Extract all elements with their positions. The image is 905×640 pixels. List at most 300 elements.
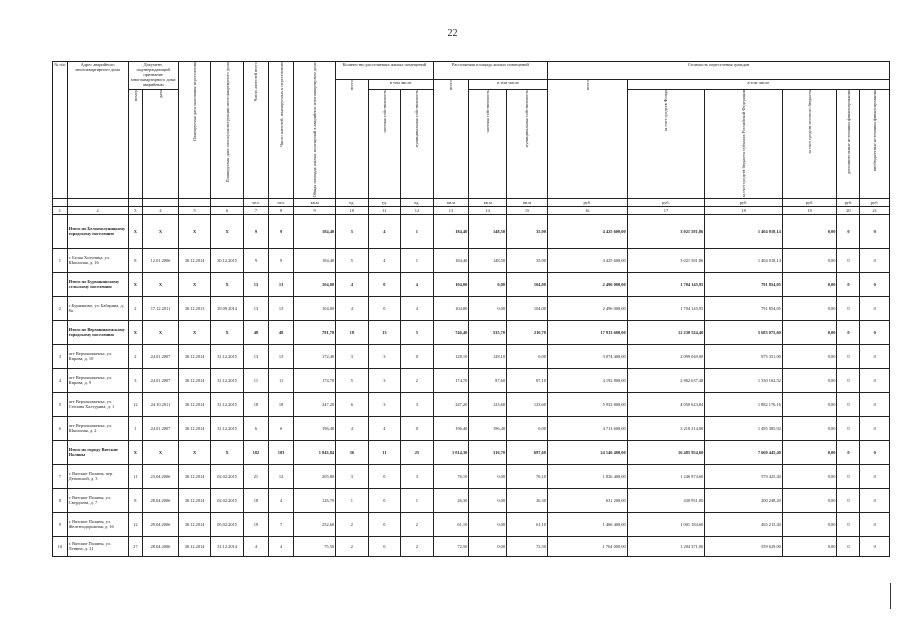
data-cell: X (178, 320, 211, 344)
header-planned-demolition: Планируемая дата сноса/реконструкции многоквартирного дома (211, 62, 244, 199)
data-cell: 1 (336, 488, 369, 512)
data-cell: 76,10 (433, 464, 469, 488)
data-cell: 19 (243, 512, 268, 536)
unit-cell: ед. (401, 198, 434, 206)
data-cell: X (128, 440, 143, 464)
unit-cell: руб. (547, 198, 627, 206)
data-cell: 4 (368, 416, 401, 440)
data-cell: 975 351,00 (705, 344, 783, 368)
data-cell: 6 (243, 416, 268, 440)
data-cell: 1 764 000,00 (547, 536, 627, 556)
data-cell: 12 (128, 512, 143, 536)
data-cell: 1 (401, 248, 434, 272)
data-cell: 13 (368, 320, 401, 344)
column-number-cell: 18 (705, 206, 783, 214)
data-cell: 1 (53, 248, 68, 272)
data-cell: X (211, 272, 244, 296)
data-cell: 0,00 (782, 512, 837, 536)
data-cell: 0,00 (782, 440, 837, 464)
table-row (53, 512, 890, 536)
data-cell: 210,70 (507, 320, 548, 344)
column-number-cell: 7 (243, 206, 268, 214)
data-cell: 3 (53, 344, 68, 368)
data-cell: 104,00 (507, 296, 548, 320)
header-area-municipal: муниципальная собственность (507, 90, 548, 199)
data-cell: 24.10.2011 (143, 392, 179, 416)
data-cell: 0 (401, 416, 434, 440)
address-cell: пгт Верхошижемье, ул. Кирова, д. 9 (67, 368, 128, 392)
data-cell: 746,40 (433, 320, 469, 344)
data-cell: 4 (336, 296, 369, 320)
data-cell: 0 (860, 416, 890, 440)
address-cell: Итого по Бурмакинскому сельскому поселению (67, 272, 128, 296)
data-cell: X (128, 272, 143, 296)
data-cell: 0 (368, 536, 401, 556)
data-cell: 174,70 (433, 368, 469, 392)
data-cell: 0 (860, 344, 890, 368)
data-cell: 0 (368, 464, 401, 488)
data-cell: 465 215,40 (705, 512, 783, 536)
data-cell: 0 (860, 214, 890, 248)
data-cell: 2 (401, 368, 434, 392)
data-cell: 791 854,05 (705, 272, 783, 296)
column-number-cell: 20 (837, 206, 860, 214)
address-cell: Итого по городу Вятские Поляны (67, 440, 128, 464)
data-cell: 0 (837, 272, 860, 296)
data-cell: 3 (368, 392, 401, 416)
column-number-cell: 14 (469, 206, 507, 214)
data-cell: 13 (243, 296, 268, 320)
data-cell: 4 (269, 488, 294, 512)
data-cell: 9 (269, 248, 294, 272)
data-cell: 5 932 800,00 (547, 392, 627, 416)
data-cell: 4 (401, 272, 434, 296)
data-cell: 02.02.2015 (211, 488, 244, 512)
data-cell: 2 862 637,48 (627, 368, 705, 392)
column-number-cell: 13 (433, 206, 469, 214)
column-number-cell: 15 (507, 206, 548, 214)
address-cell: с.Бурмакино, ул. Бабарина, д. 8а (67, 296, 128, 320)
data-cell: 31.12.2015 (211, 368, 244, 392)
page-number: 22 (447, 28, 458, 39)
column-number-cell: 6 (211, 206, 244, 214)
data-cell: 205,80 (294, 464, 336, 488)
data-cell: 9 (53, 512, 68, 536)
data-cell: 5 (336, 214, 369, 248)
column-number-cell: 8 (269, 206, 294, 214)
data-cell: 0 (837, 320, 860, 344)
data-cell: 05.02.2015 (211, 512, 244, 536)
unit-cell (53, 198, 68, 206)
column-number-cell: 4 (143, 206, 179, 214)
unit-cell: руб. (860, 198, 890, 206)
data-cell: 6 (336, 392, 369, 416)
data-cell: 0,00 (469, 296, 507, 320)
unit-cell: ед. (336, 198, 369, 206)
data-cell: 0 (860, 440, 890, 464)
data-cell: 4 (336, 272, 369, 296)
data-cell: 0 (368, 272, 401, 296)
data-cell: 0 (401, 344, 434, 368)
table-row (53, 536, 890, 556)
data-cell: 6 (269, 416, 294, 440)
column-number-cell: 11 (368, 206, 401, 214)
data-cell: 35,90 (507, 248, 548, 272)
data-cell: 7 (53, 464, 68, 488)
header-document: Документ, подтверждающий признание многоквартирного дома аварийным (128, 62, 178, 90)
data-cell: 0,00 (782, 296, 837, 320)
data-cell: 631 200,00 (547, 488, 627, 512)
data-cell: 2 099 049,00 (627, 344, 705, 368)
data-cell: 72,50 (507, 536, 548, 556)
header-residents-total: Число жителей всего (243, 62, 268, 199)
data-cell: 1 704 145,95 (627, 296, 705, 320)
data-cell: 24 146 400,00 (547, 440, 627, 464)
data-cell: 4 (401, 296, 434, 320)
header-no: № п/п (53, 62, 68, 199)
data-cell: 184,40 (433, 248, 469, 272)
data-cell: 1 (128, 416, 143, 440)
data-cell: 30.12.2014 (178, 392, 211, 416)
header-rooms-count: Количество расселяемых жилых помещений (336, 62, 434, 80)
data-cell: 5 (401, 320, 434, 344)
data-cell: X (178, 214, 211, 248)
column-number-cell: 9 (294, 206, 336, 214)
data-cell: 148,50 (469, 248, 507, 272)
data-cell: 1 330 162,52 (705, 368, 783, 392)
table-row (53, 464, 890, 488)
header-rooms-private: частная собственность (368, 90, 401, 199)
data-cell: 0,00 (782, 272, 837, 296)
data-cell (53, 214, 68, 248)
data-cell: 0 (860, 536, 890, 556)
data-cell (53, 272, 68, 296)
data-cell: 2 (128, 296, 143, 320)
data-cell: 29.09.2014 (211, 296, 244, 320)
column-numbers-row (53, 206, 890, 214)
data-cell: 123,60 (469, 392, 507, 416)
data-cell: 4 (336, 416, 369, 440)
data-cell: 4 425 600,00 (547, 248, 627, 272)
table-row (53, 344, 890, 368)
data-cell: 247,20 (294, 392, 336, 416)
data-cell: 8 (128, 488, 143, 512)
data-cell: 21 (243, 464, 268, 488)
address-cell: г. Вятские Поляны, ул. Железнодорожная, д. 16 (67, 512, 128, 536)
data-cell: 0 (860, 512, 890, 536)
header-cost-fund: за счет средств Фонда (627, 90, 705, 199)
column-number-cell: 10 (336, 206, 369, 214)
data-cell: 1 404 018,14 (705, 214, 783, 248)
data-cell: 7 (269, 512, 294, 536)
data-cell: 3 (401, 464, 434, 488)
header-area-total: всего (433, 80, 469, 199)
data-cell: 4 (368, 214, 401, 248)
unit-cell (143, 198, 179, 206)
header-area-private: частная собственность (469, 90, 507, 199)
data-cell: 0,00 (469, 512, 507, 536)
data-cell: 61,10 (507, 512, 548, 536)
data-cell: 184,40 (433, 214, 469, 248)
data-cell: 3 (336, 464, 369, 488)
data-cell: 11 (128, 464, 143, 488)
unit-cell: кв.м (433, 198, 469, 206)
address-cell: пгт Верхошижемье, ул. Кирова, д. 10 (67, 344, 128, 368)
data-cell: 61,10 (433, 512, 469, 536)
data-cell: 0 (837, 296, 860, 320)
data-cell: 4 050 623,84 (627, 392, 705, 416)
header-doc-number: номер (128, 90, 143, 199)
unit-cell: руб. (782, 198, 837, 206)
data-cell (53, 320, 68, 344)
data-cell: 1 204 371,00 (627, 536, 705, 556)
data-cell: 4 192 800,00 (547, 368, 627, 392)
data-cell: 17.12.2011 (143, 296, 179, 320)
header-cost-total: всего (547, 80, 627, 199)
data-cell: 35,90 (507, 214, 548, 248)
column-number-cell: 2 (67, 206, 128, 214)
table-row (53, 368, 890, 392)
data-cell: 27 (128, 536, 143, 556)
data-cell: 3 (336, 344, 369, 368)
margin-mark (890, 583, 891, 609)
data-cell: 13 (243, 344, 268, 368)
table-row (53, 392, 890, 416)
data-cell: 0 (837, 440, 860, 464)
data-cell: 0 (860, 392, 890, 416)
data-cell: 0,00 (469, 488, 507, 512)
header-residents-relocate: Число жителей, планируемых к переселению (269, 62, 294, 199)
data-cell: 31.12.2015 (211, 344, 244, 368)
data-cell: 1 882 176,16 (705, 392, 783, 416)
data-cell: 24.01.2007 (143, 368, 179, 392)
data-cell: 76,10 (507, 464, 548, 488)
data-cell: 184,40 (294, 248, 336, 272)
unit-cell: ед. (368, 198, 401, 206)
data-cell: 579 425,40 (705, 464, 783, 488)
data-cell: 0 (837, 464, 860, 488)
data-cell: 1 466 400,00 (547, 512, 627, 536)
data-cell: 12 (128, 392, 143, 416)
data-cell: 0,00 (782, 320, 837, 344)
data-cell: 0,00 (782, 464, 837, 488)
column-number-cell: 3 (128, 206, 143, 214)
data-cell (53, 440, 68, 464)
data-cell: 6 (53, 416, 68, 440)
data-cell: 2 (336, 512, 369, 536)
data-cell: 4 (53, 368, 68, 392)
data-cell: 5 (336, 368, 369, 392)
header-row-1 (53, 62, 890, 80)
header-rooms-total: всего (336, 80, 369, 199)
data-cell: 103 (269, 440, 294, 464)
unit-cell (128, 198, 143, 206)
data-cell: 26,30 (507, 488, 548, 512)
header-planned-relocation: Планируемая дата окончания переселения (178, 62, 211, 199)
data-cell: 316,70 (469, 440, 507, 464)
unit-cell: руб. (837, 198, 860, 206)
data-cell: X (178, 272, 211, 296)
column-number-cell: 17 (627, 206, 705, 214)
data-cell: 30.12.2014 (178, 416, 211, 440)
data-cell: 2 (53, 296, 68, 320)
unit-cell: чел. (243, 198, 268, 206)
data-cell: 31.12.2015 (211, 416, 244, 440)
data-cell: 0,00 (469, 464, 507, 488)
data-cell: 8 (53, 488, 68, 512)
data-cell: 28.04.2006 (143, 536, 179, 556)
data-cell: 791,70 (294, 320, 336, 344)
data-cell: 0 (368, 296, 401, 320)
units-row (53, 198, 890, 206)
data-cell: 3 (368, 344, 401, 368)
unit-cell: кв.м (469, 198, 507, 206)
header-cost-extra2: внебюджетные источники финансирования (860, 90, 890, 199)
subtotal-row (53, 272, 890, 296)
data-cell: 1 704 145,95 (627, 272, 705, 296)
data-cell: 13 (269, 344, 294, 368)
data-cell: 30.12.2013 (178, 296, 211, 320)
data-cell: 123,60 (507, 392, 548, 416)
data-cell: 5 683 075,60 (705, 320, 783, 344)
header-area-incl: в том числе (469, 80, 548, 90)
unit-cell: кв.м (294, 198, 336, 206)
data-cell: 11 (243, 368, 268, 392)
header-rooms-municipal: муниципальная собственность (401, 90, 434, 199)
data-cell: 182 (243, 440, 268, 464)
data-cell: 4 425 600,00 (547, 214, 627, 248)
header-row-3 (53, 90, 890, 199)
data-cell: 18 (243, 488, 268, 512)
data-cell: 0,00 (782, 368, 837, 392)
data-cell: 196,40 (469, 416, 507, 440)
data-cell: 24.01.2007 (143, 416, 179, 440)
address-cell: г. Белая Холуница, ул. Школьная, д. 16 (67, 248, 128, 272)
data-cell: 0 (368, 512, 401, 536)
data-cell: 0 (837, 536, 860, 556)
data-cell: 252,60 (294, 512, 336, 536)
data-cell: X (143, 320, 179, 344)
unit-cell: чел. (269, 198, 294, 206)
data-cell: 8 (128, 248, 143, 272)
data-cell: 184,40 (294, 214, 336, 248)
data-cell: 0 (368, 488, 401, 512)
data-cell: 30.12.2015 (211, 248, 244, 272)
unit-cell (211, 198, 244, 206)
data-cell: 4 713 600,00 (547, 416, 627, 440)
data-cell: 0,00 (469, 272, 507, 296)
header-cost: Стоимость переселения граждан (547, 62, 889, 80)
header-area-relocated: Расселяемая площадь жилых помещений (433, 62, 547, 80)
table-body (53, 214, 890, 556)
data-cell: 104,00 (294, 272, 336, 296)
data-cell: 9 (243, 248, 268, 272)
data-cell: 148,50 (469, 214, 507, 248)
data-cell: 13 (243, 272, 268, 296)
data-cell: 0,00 (469, 536, 507, 556)
data-cell: 0,00 (507, 416, 548, 440)
data-cell: 2 496 000,00 (547, 272, 627, 296)
data-cell: 697,60 (507, 440, 548, 464)
data-cell: 2 (401, 512, 434, 536)
data-cell: 31.12.2014 (211, 536, 244, 556)
unit-cell: кв.м (507, 198, 548, 206)
data-cell: 02.02.2015 (211, 464, 244, 488)
address-cell: г. Вятские Поляны, ул. Ленина, д. 21 (67, 536, 128, 556)
data-cell: 36 (336, 440, 369, 464)
header-cost-region: за счет средств бюджета субъекта Российской Федерации (705, 90, 783, 199)
address-cell: г. Вятские Поляны, пер. Деповской, д. 3 (67, 464, 128, 488)
data-cell: X (143, 272, 179, 296)
data-cell: 0,00 (782, 392, 837, 416)
data-cell: 7 660 445,40 (705, 440, 783, 464)
column-number-cell: 16 (547, 206, 627, 214)
address-cell: Итого по Белоохолуницкому городскому поселению (67, 214, 128, 248)
table-row (53, 416, 890, 440)
data-cell: 2 (401, 536, 434, 556)
data-cell: 3 218 214,08 (627, 416, 705, 440)
data-cell: 12 (269, 464, 294, 488)
data-cell: 247,20 (433, 392, 469, 416)
data-cell: 11 (368, 440, 401, 464)
data-cell: 0 (837, 344, 860, 368)
data-cell: 17 913 600,00 (547, 320, 627, 344)
data-cell: 200 248,20 (705, 488, 783, 512)
data-cell: 0,00 (782, 248, 837, 272)
column-number-cell: 5 (178, 206, 211, 214)
unit-cell (178, 198, 211, 206)
data-cell: 2 (128, 344, 143, 368)
subtotal-row (53, 214, 890, 248)
data-cell: 0 (837, 214, 860, 248)
data-cell: 48 (243, 320, 268, 344)
data-cell: 791 854,05 (705, 296, 783, 320)
data-cell: 75,50 (294, 536, 336, 556)
data-cell: 0 (860, 368, 890, 392)
data-cell: 3 021 581,86 (627, 248, 705, 272)
data-cell: 11 (269, 368, 294, 392)
data-cell: X (128, 320, 143, 344)
data-cell: 196,40 (294, 416, 336, 440)
data-cell: 0 (837, 392, 860, 416)
data-cell: 2 (336, 536, 369, 556)
address-cell: Итого по Верхошижемскому городскому поселению (67, 320, 128, 344)
data-cell: 0 (860, 464, 890, 488)
column-number-cell: 12 (401, 206, 434, 214)
data-cell: 16 485 954,60 (627, 440, 705, 464)
address-cell: пгт Верхошижемье, ул. Степана Халтурина, д. 1 (67, 392, 128, 416)
data-cell: X (143, 440, 179, 464)
data-cell: 72,50 (433, 536, 469, 556)
data-cell: 1 495 385,92 (705, 416, 783, 440)
data-cell: 535,70 (469, 320, 507, 344)
header-cost-local: за счет средств местного бюджета (782, 90, 837, 199)
data-cell: 126,70 (294, 488, 336, 512)
data-cell: 172,40 (294, 344, 336, 368)
data-cell: 1 826 400,00 (547, 464, 627, 488)
data-cell: 24.01.2007 (143, 344, 179, 368)
data-cell: 0,00 (782, 488, 837, 512)
data-cell: 128,10 (469, 344, 507, 368)
header-cost-extra: дополнительные источники финансирования (837, 90, 860, 199)
data-cell: 0,00 (507, 344, 548, 368)
data-cell: 104,00 (433, 296, 469, 320)
data-cell: 0 (837, 416, 860, 440)
data-cell: 0 (860, 248, 890, 272)
data-cell: 87,10 (507, 368, 548, 392)
data-cell: 0,00 (782, 214, 837, 248)
unit-cell: руб. (705, 198, 783, 206)
